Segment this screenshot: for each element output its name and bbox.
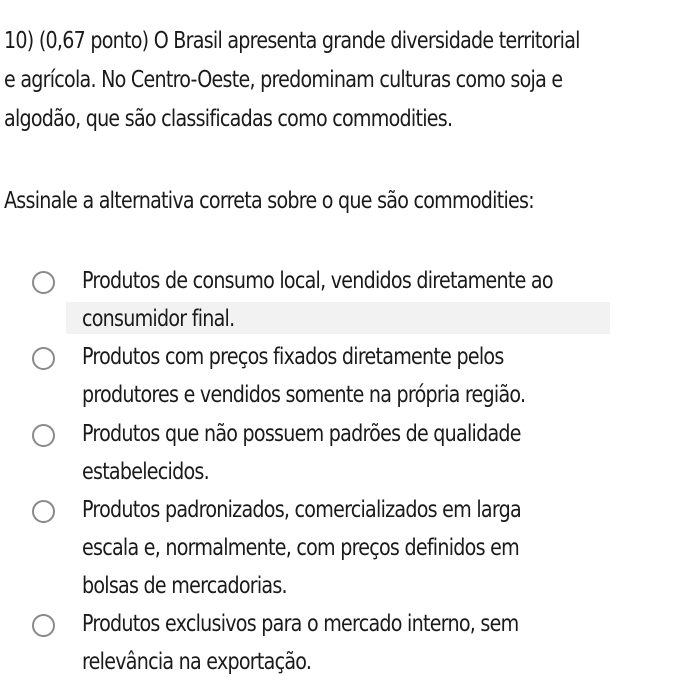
option-line: estabelecidos. — [82, 459, 209, 485]
answer-options — [0, 262, 674, 681]
question-text — [4, 22, 580, 139]
question-line: 10) (0,67 ponto) O Brasil apresenta grande diversidade territorial — [4, 28, 580, 54]
option-line: Produtos exclusivos para o mercado interno, sem — [82, 611, 519, 637]
option-line: consumidor final. — [82, 306, 235, 332]
question-line: algodão, que são classificadas como commodities. — [4, 106, 453, 132]
option-c-label[interactable] — [82, 415, 521, 491]
option-line: produtores e vendidos somente na própria região. — [82, 382, 526, 408]
option-line: Produtos padronizados, comercializados em larga — [82, 497, 521, 523]
option-line: escala e, normalmente, com preços definidos em — [82, 535, 519, 561]
radio-button-option-d[interactable] — [32, 500, 55, 523]
option-line: Produtos de consumo local, vendidos diretamente ao — [82, 268, 553, 294]
question-line: e agrícola. No Centro-Oeste, predominam culturas como soja e — [4, 67, 563, 93]
option-b-label[interactable] — [82, 338, 525, 414]
radio-button-option-b[interactable] — [32, 347, 55, 370]
option-e[interactable] — [0, 605, 674, 681]
option-b[interactable] — [0, 338, 674, 415]
radio-button-option-a[interactable] — [32, 271, 55, 294]
option-line: relevância na exportação. — [82, 649, 312, 675]
option-e-label[interactable] — [82, 605, 518, 681]
option-a-label[interactable] — [82, 262, 553, 338]
option-a[interactable] — [0, 262, 674, 338]
option-line: bolsas de mercadorias. — [82, 573, 287, 599]
radio-button-option-c[interactable] — [32, 424, 55, 447]
option-d[interactable] — [0, 491, 674, 605]
radio-button-option-e[interactable] — [32, 614, 55, 637]
option-d-label[interactable] — [82, 491, 521, 605]
instruction-text: Assinale a alternativa correta sobre o que são commodities: — [4, 188, 534, 214]
option-c[interactable] — [0, 415, 674, 491]
option-line: Produtos com preços fixados diretamente pelos — [82, 344, 504, 370]
option-line: Produtos que não possuem padrões de qualidade — [82, 421, 521, 447]
